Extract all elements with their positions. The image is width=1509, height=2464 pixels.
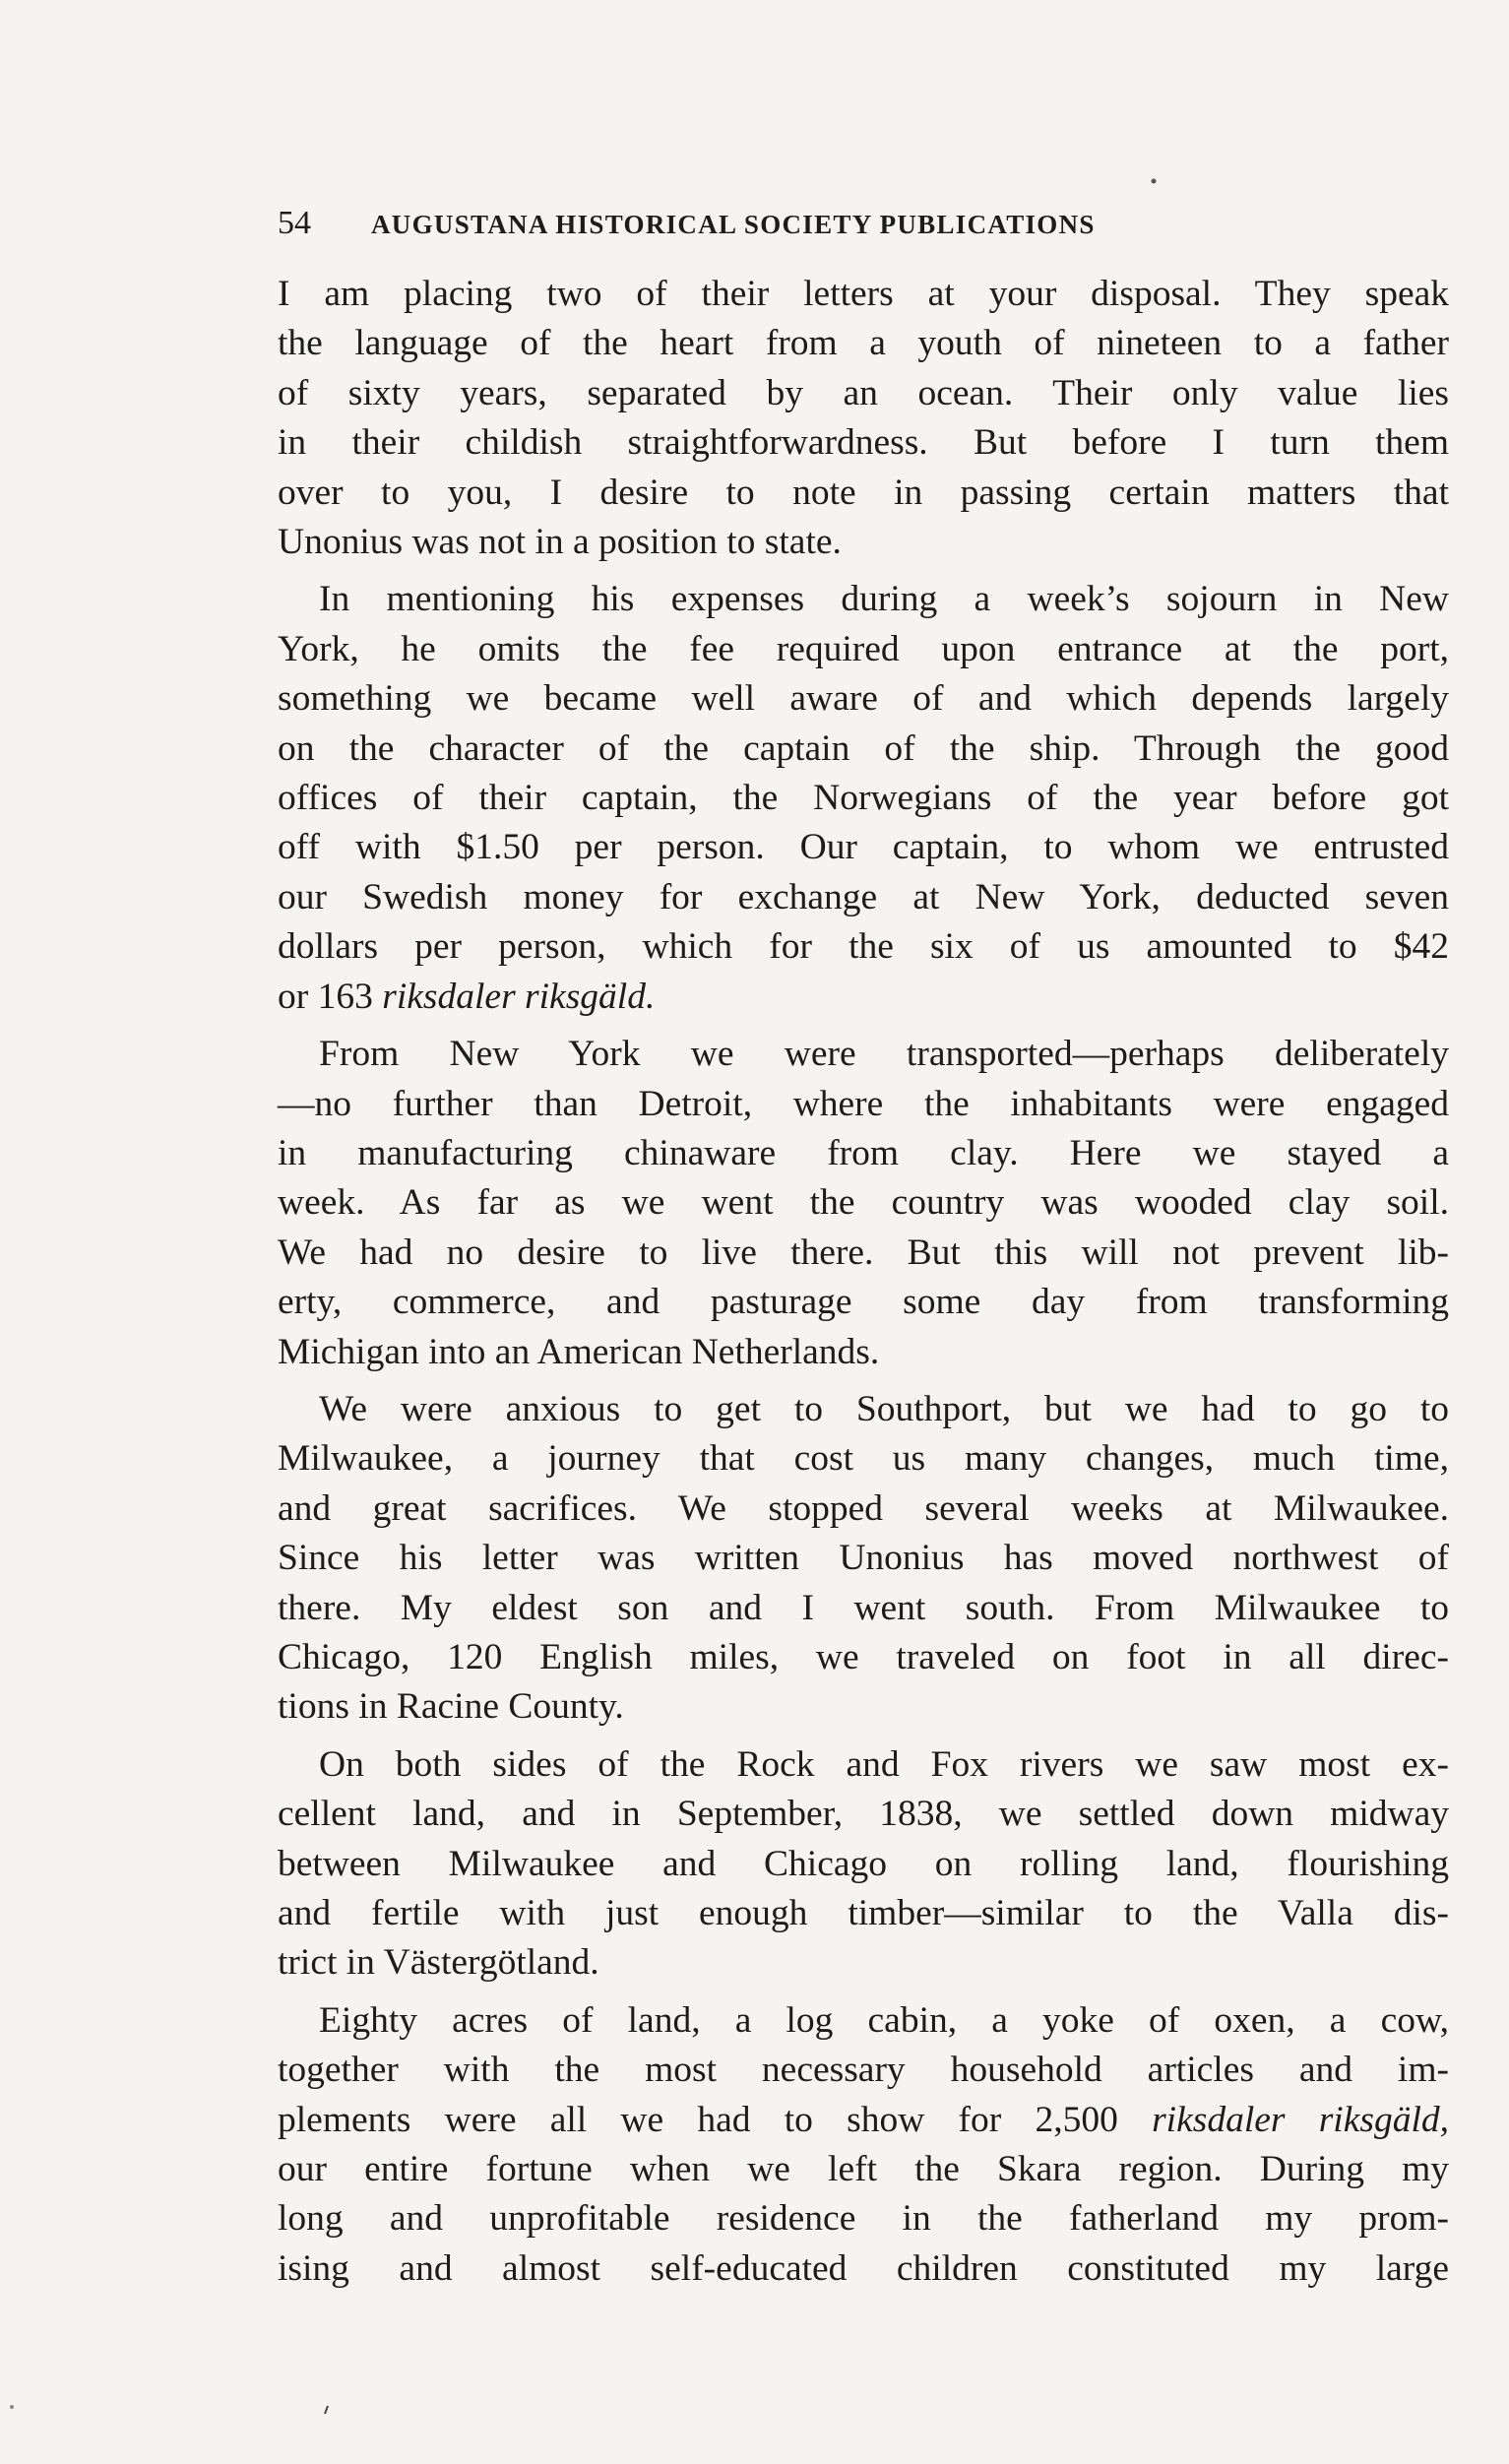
- text-line: Milwaukee, a journey that cost us many changes, much time,: [278, 1438, 1449, 1480]
- text-line: week. As far as we went the country was wooded clay soil.: [278, 1182, 1449, 1224]
- body-text: [278, 270, 1449, 2294]
- paragraph: [278, 270, 1449, 567]
- text-line: something we became well aware of and which depends largely: [278, 678, 1449, 720]
- text-line: and fertile with just enough timber—similar to the Valla dis-: [278, 1893, 1449, 1933]
- text-line: long and unprofitable residence in the fatherland my prom-: [278, 2198, 1449, 2240]
- text-line: [278, 973, 1449, 1022]
- text-line: together with the most necessary household articles and im-: [278, 2050, 1449, 2091]
- text-line: trict in Västergötland.: [278, 1942, 599, 1984]
- text-line: on the character of the captain of the ship. Through the good: [278, 727, 1449, 769]
- text-line: Eighty acres of land, a log cabin, a yoke of oxen, a cow,: [319, 1999, 1449, 2041]
- italic-term: riksdaler riksgäld,: [1152, 2099, 1450, 2140]
- paragraph: [278, 1030, 1449, 1377]
- text-line: in their childish straightforwardness. But before I turn them: [278, 422, 1449, 464]
- text-line: cellent land, and in September, 1838, we settled down midway: [278, 1794, 1449, 1835]
- paragraph: [278, 1996, 1449, 2294]
- text-line: our entire fortune when we left the Skara region. During my: [278, 2149, 1449, 2190]
- paragraph: [278, 1740, 1449, 1989]
- text-line: and great sacrifices. We stopped several weeks at Milwaukee.: [278, 1487, 1449, 1529]
- text-line: I am placing two of their letters at your disposal. They speak: [278, 274, 1449, 314]
- text-line: —no further than Detroit, where the inhabitants were engaged: [278, 1083, 1449, 1124]
- text-span: plements were all we had to show for 2,500: [278, 2099, 1153, 2140]
- page-number: 54: [278, 205, 311, 241]
- text-line: offices of their captain, the Norwegians of the year before got: [278, 778, 1449, 819]
- text-line: ising and almost self-educated children constituted my large: [278, 2247, 1449, 2289]
- paragraph: [278, 575, 1449, 1022]
- text-line: Chicago, 120 English miles, we traveled on foot in all direc-: [278, 1636, 1449, 1677]
- text-line: the language of the heart from a youth of nineteen to a father: [278, 323, 1449, 364]
- book-page: [278, 205, 1449, 2302]
- text-line: [278, 2096, 1449, 2145]
- text-line: In mentioning his expenses during a week’s sojourn in New: [319, 579, 1449, 620]
- ink-speck: [325, 2406, 328, 2414]
- paragraph: [278, 1385, 1449, 1733]
- text-line: in manufacturing chinaware from clay. Here we stayed a: [278, 1132, 1449, 1173]
- text-line: there. My eldest son and I went south. From Milwaukee to: [278, 1587, 1449, 1628]
- text-line: dollars per person, which for the six of us amounted to $42: [278, 926, 1449, 968]
- text-line: We had no desire to live there. But this will not prevent lib-: [278, 1232, 1449, 1273]
- text-line: Michigan into an American Netherlands.: [278, 1331, 880, 1372]
- text-line: York, he omits the fee required upon entrance at the port,: [278, 628, 1449, 669]
- text-line: over to you, I desire to note in passing certain matters that: [278, 472, 1449, 513]
- text-line: On both sides of the Rock and Fox rivers we saw most ex-: [319, 1743, 1449, 1785]
- text-line: Unonius was not in a position to state.: [278, 522, 842, 563]
- running-title: AUGUSTANA HISTORICAL SOCIETY PUBLICATIONS: [371, 210, 1096, 239]
- text-line: tions in Racine County.: [278, 1686, 624, 1728]
- text-line: We were anxious to get to Southport, but we had to go to: [319, 1388, 1449, 1429]
- text-line: off with $1.50 per person. Our captain, to whom we entrusted: [278, 827, 1449, 868]
- text-line: erty, commerce, and pasturage some day from transforming: [278, 1282, 1449, 1323]
- page-header: [278, 205, 1449, 248]
- text-line: between Milwaukee and Chicago on rolling land, flourishing: [278, 1843, 1449, 1884]
- text-line: of sixty years, separated by an ocean. Their only value lies: [278, 372, 1449, 413]
- text-line: our Swedish money for exchange at New York, deducted seven: [278, 876, 1449, 917]
- italic-term: riksdaler riksgäld.: [382, 976, 656, 1017]
- ink-speck: [10, 2405, 14, 2409]
- ink-speck: [1152, 179, 1157, 184]
- text-line: Since his letter was written Unonius has moved northwest of: [278, 1538, 1449, 1579]
- text-line: From New York we were transported—perhaps deliberately: [319, 1034, 1449, 1075]
- text-span: or 163: [278, 976, 383, 1017]
